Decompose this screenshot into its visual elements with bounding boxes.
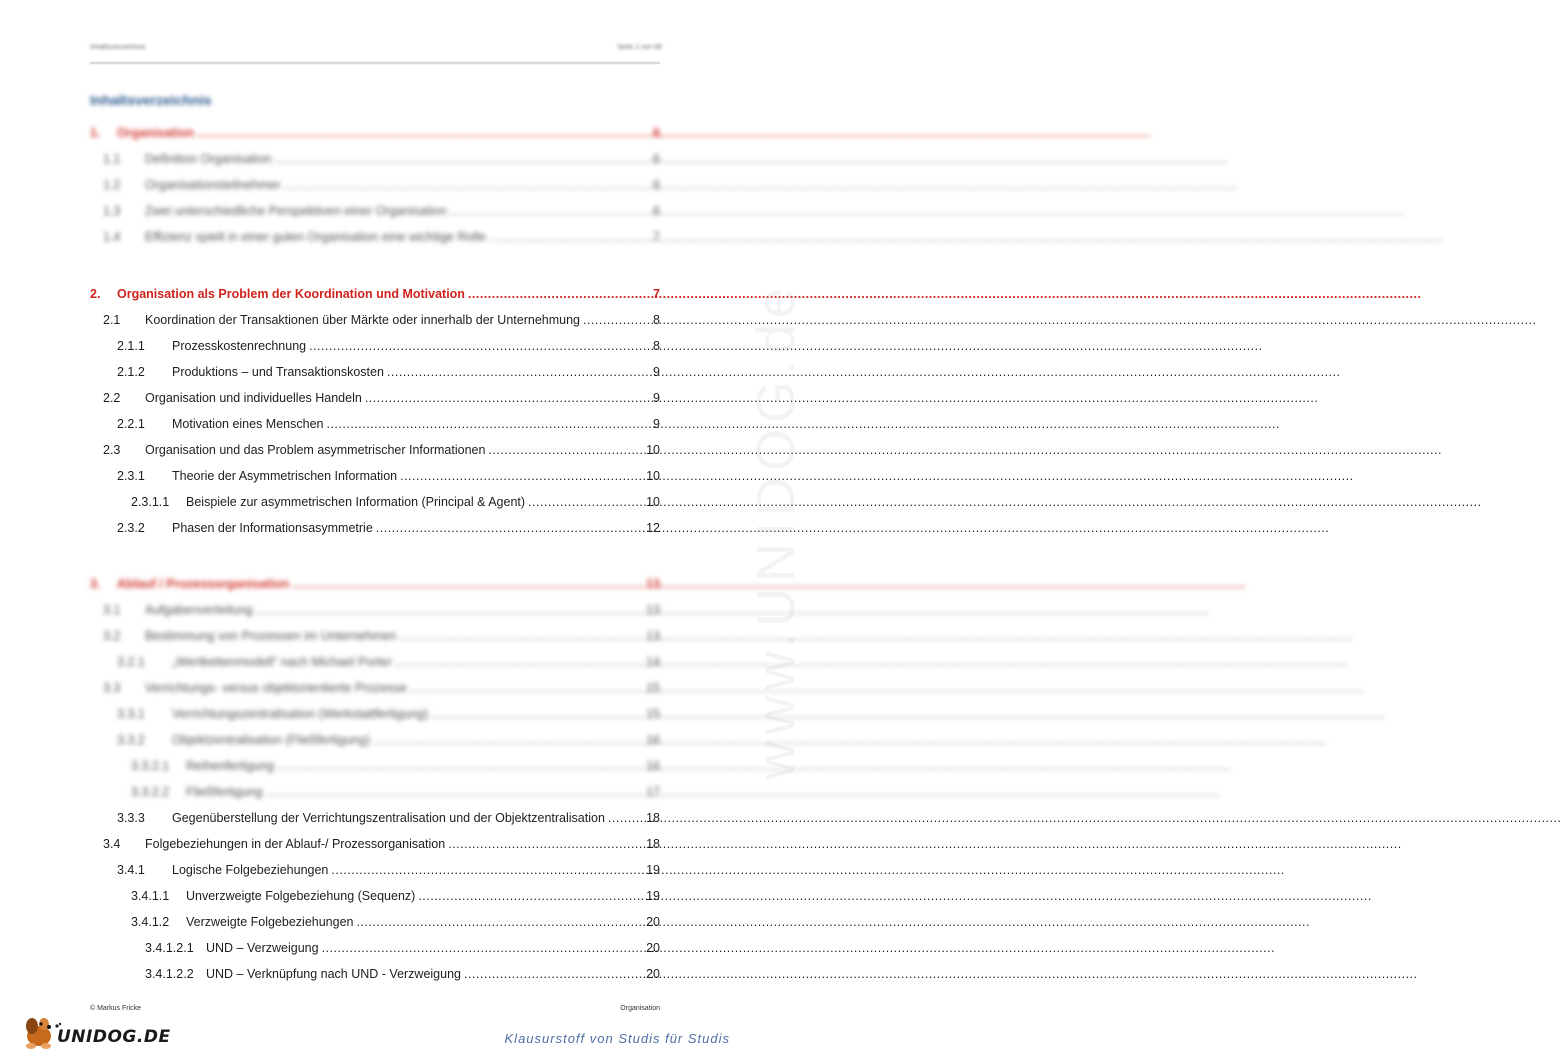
toc-entry-page: 14 <box>646 655 660 669</box>
toc-entry-number: 1. <box>90 126 101 140</box>
toc-entry-page: 10 <box>646 469 660 483</box>
toc-entry[interactable] <box>90 230 660 250</box>
toc-entry-page: 17 <box>646 785 660 799</box>
toc-entry-title: Motivation eines Menschen <box>172 417 324 431</box>
toc-leader-dots <box>410 681 643 695</box>
toc-entry[interactable] <box>90 178 660 198</box>
toc-entry-title: Zwei unterschiedliche Perspektiven einer Organisation <box>145 204 447 218</box>
toc-entry-title: UND – Verzweigung <box>206 941 319 955</box>
toc-entry-number: 3.3.3 <box>117 811 145 825</box>
toc-entry-title: Organisation <box>117 126 195 140</box>
toc-entry[interactable] <box>90 707 660 727</box>
toc-leader-dots <box>468 287 650 301</box>
toc-entry-page: 15 <box>646 707 660 721</box>
toc-entry-title: Ablauf / Prozessorganisation <box>117 577 290 591</box>
toc-entry[interactable] <box>90 837 660 857</box>
toc-entry[interactable] <box>90 469 660 489</box>
toc-entry[interactable] <box>90 759 660 779</box>
toc-entry[interactable] <box>90 941 660 961</box>
toc-entry-number: 1.2 <box>103 178 121 192</box>
toc-entry-number: 2.3.1 <box>117 469 145 483</box>
toc-leader-dots <box>583 313 650 327</box>
toc-entry-title: Produktions – und Transaktionskosten <box>172 365 384 379</box>
toc-entry-title: Theorie der Asymmetrischen Information <box>172 469 398 483</box>
toc-entry-number: 2.1.2 <box>117 365 145 379</box>
toc-entry-page: 20 <box>646 967 660 981</box>
toc-entry-page: 12 <box>646 521 660 535</box>
toc-entry-title: Aufgabenverteilung <box>145 603 253 617</box>
toc-entry-title: Prozesskostenrechnung <box>172 339 307 353</box>
toc-entry-title: Logische Folgebeziehungen <box>172 863 329 877</box>
toc-entry-page: 16 <box>646 759 660 773</box>
toc-entry-page: 6 <box>653 178 660 192</box>
toc-entry-number: 2.2.1 <box>117 417 145 431</box>
toc-entry-page: 18 <box>646 837 660 851</box>
toc-entry-number: 2.3 <box>103 443 121 457</box>
toc-entry[interactable] <box>90 204 660 224</box>
toc-entry[interactable] <box>90 811 660 831</box>
toc-entry-number: 3.4.1.2 <box>131 915 170 929</box>
toc-entry-page: 7 <box>653 230 660 244</box>
toc-entry-number: 3.4 <box>103 837 121 851</box>
toc-entry-page: 15 <box>646 681 660 695</box>
toc-entry-title: Beispiele zur asymmetrischen Information (Principal & Agent) <box>186 495 526 509</box>
toc-leader-dots <box>309 339 650 353</box>
tagline: Klausurstoff von Studis für Studis <box>504 1031 730 1046</box>
toc-entry[interactable] <box>90 417 660 437</box>
toc-entry[interactable] <box>90 863 660 883</box>
toc-entry-page: 6 <box>653 204 660 218</box>
toc-leader-dots <box>450 204 651 218</box>
toc-entry-number: 3.2 <box>103 629 121 643</box>
toc-entry-number: 2.3.1.1 <box>131 495 170 509</box>
toc-leader-dots <box>197 126 650 140</box>
toc-entry-title: Organisation und individuelles Handeln <box>145 391 362 405</box>
toc-entry-number: 3.4.1.1 <box>131 889 170 903</box>
toc-entry[interactable] <box>90 629 660 649</box>
toc-entry[interactable] <box>90 603 660 623</box>
toc-entry-title: Verzweigte Folgebeziehungen <box>186 915 354 929</box>
toc-entry-page: 16 <box>646 733 660 747</box>
toc-entry-title: Effizienz spielt in einer guten Organisation eine wichtige Rolle <box>145 230 486 244</box>
toc-entry-number: 3.3.2.2 <box>131 785 170 799</box>
toc-entry[interactable] <box>90 391 660 411</box>
toc-entry[interactable] <box>90 339 660 359</box>
toc-entry-title: Verrichtungszentralisation (Werkstattfertigung) <box>172 707 429 721</box>
toc-entry-number: 3. <box>90 577 101 591</box>
toc-entry-page: 18 <box>646 811 660 825</box>
toc-entry-number: 1.4 <box>103 230 121 244</box>
toc-entry[interactable] <box>90 365 660 385</box>
toc-entry-title: Organisation und das Problem asymmetrischer Informationen <box>145 443 486 457</box>
toc-entry-title: Unverzweigte Folgebeziehung (Sequenz) <box>186 889 416 903</box>
toc-leader-dots <box>284 178 651 192</box>
toc-leader-dots <box>489 230 650 244</box>
toc-leader-dots <box>277 759 643 773</box>
toc-leader-dots <box>400 629 644 643</box>
toc-entry-number: 3.3.2 <box>117 733 145 747</box>
watermark: www.UNIDOG.de <box>746 281 806 780</box>
toc-entry-number: 2.1.1 <box>117 339 145 353</box>
toc-entry-page: 13 <box>646 629 660 643</box>
toc-entry-page: 10 <box>646 495 660 509</box>
toc-leader-dots <box>365 391 650 405</box>
toc-leader-dots <box>274 152 650 166</box>
toc-entry-page: 20 <box>646 941 660 955</box>
logo-text: UNIDOG.DE <box>57 1027 171 1047</box>
toc-entry-page: 6 <box>653 126 660 140</box>
toc-entry-page: 9 <box>653 391 660 405</box>
toc-entry[interactable] <box>90 733 660 753</box>
toc-entry-number: 3.3 <box>103 681 121 695</box>
toc-entry-number: 3.4.1.2.2 <box>145 967 194 981</box>
toc-entry-number: 3.4.1.2.1 <box>145 941 194 955</box>
toc-entry-page: 8 <box>653 339 660 353</box>
toc-leader-dots <box>488 443 643 457</box>
toc-leader-dots <box>608 811 643 825</box>
toc-entry-page: 10 <box>646 443 660 457</box>
toc-entry[interactable] <box>90 152 660 172</box>
toc-leader-dots <box>387 365 650 379</box>
toc-entry-title: Phasen der Informationsasymmetrie <box>172 521 373 535</box>
toc-entry[interactable] <box>90 655 660 675</box>
toc-entry-page: 19 <box>646 863 660 877</box>
header-left: Inhaltsverzeichnis <box>90 44 146 51</box>
toc-entry-number: 3.3.1 <box>117 707 145 721</box>
toc-entry-number: 3.1 <box>103 603 121 617</box>
toc-entry-page: 7 <box>653 287 660 301</box>
toc-leader-dots <box>356 915 643 929</box>
toc-entry-page: 20 <box>646 915 660 929</box>
toc-entry-number: 3.4.1 <box>117 863 145 877</box>
toc-leader-dots <box>395 655 643 669</box>
toc-entry[interactable] <box>90 785 660 805</box>
toc-leader-dots <box>331 863 643 877</box>
toc-entry-number: 3.3.2.1 <box>131 759 170 773</box>
toc-entry-title: Verrichtungs- versus objektorientierte Prozesse <box>145 681 407 695</box>
toc-leader-dots <box>373 733 643 747</box>
toc-entry[interactable] <box>90 287 660 307</box>
toc-leader-dots <box>292 577 643 591</box>
toc-entry-title: Organisationsteilnehmer <box>145 178 281 192</box>
toc-leader-dots <box>448 837 643 851</box>
toc-entry-number: 1.1 <box>103 152 121 166</box>
toc-entry-number: 3.2.1 <box>117 655 145 669</box>
toc-entry-number: 2.2 <box>103 391 121 405</box>
toc-entry-page: 9 <box>653 365 660 379</box>
header-rule <box>90 62 660 64</box>
toc-entry-title: Definition Organisation <box>145 152 272 166</box>
toc-leader-dots <box>256 603 643 617</box>
toc-entry-title: Organisation als Problem der Koordination und Motivation <box>117 287 465 301</box>
toc-leader-dots <box>431 707 643 721</box>
toc-entry-title: Fließfertigung <box>186 785 263 799</box>
toc-entry-title: Koordination der Transaktionen über Märkte oder innerhalb der Unternehmung <box>145 313 580 327</box>
toc-entry[interactable] <box>90 577 660 597</box>
toc-entry[interactable] <box>90 681 660 701</box>
toc-leader-dots <box>418 889 643 903</box>
toc-entry[interactable] <box>90 915 660 935</box>
toc-leader-dots <box>265 785 643 799</box>
toc-entry-page: 6 <box>653 152 660 166</box>
toc-entry[interactable] <box>90 967 660 987</box>
toc-entry-page: 8 <box>653 313 660 327</box>
toc-entry-title: UND – Verknüpfung nach UND - Verzweigung <box>206 967 461 981</box>
toc-entry-number: 2.1 <box>103 313 121 327</box>
toc-leader-dots <box>322 941 644 955</box>
toc-leader-dots <box>528 495 643 509</box>
toc-leader-dots <box>464 967 643 981</box>
toc-leader-dots <box>376 521 643 535</box>
toc-entry[interactable] <box>90 443 660 463</box>
toc-entry-title: Bestimmung von Prozessen im Unternehmen <box>145 629 397 643</box>
toc-entry-number: 1.3 <box>103 204 121 218</box>
toc-entry-title: Objektzentralisation (Fließfertigung) <box>172 733 370 747</box>
toc-entry[interactable] <box>90 313 660 333</box>
toc-entry[interactable] <box>90 889 660 909</box>
toc-entry-title: Reihenfertigung <box>186 759 275 773</box>
toc-entry-number: 2.3.2 <box>117 521 145 535</box>
toc-entry-title: Gegenüberstellung der Verrichtungszentralisation und der Objektzentralisation <box>172 811 605 825</box>
toc-title: Inhaltsverzeichnis <box>90 92 212 108</box>
toc-leader-dots <box>326 417 650 431</box>
header-right: Seite 2 von 66 <box>617 44 662 51</box>
toc-entry-number: 2. <box>90 287 101 301</box>
toc-entry[interactable] <box>90 126 660 146</box>
toc-entry[interactable] <box>90 521 660 541</box>
toc-leader-dots <box>400 469 643 483</box>
toc-entry-page: 19 <box>646 889 660 903</box>
toc-entry[interactable] <box>90 495 660 515</box>
footer-subject: Organisation <box>620 1005 660 1012</box>
toc-entry-page: 13 <box>646 577 660 591</box>
toc-entry-page: 13 <box>646 603 660 617</box>
toc-entry-page: 9 <box>653 417 660 431</box>
toc-entry-title: „Wertkettenmodell“ nach Michael Porter <box>172 655 392 669</box>
toc-entry-title: Folgebeziehungen in der Ablauf-/ Prozessorganisation <box>145 837 446 851</box>
footer-author: © Markus Fricke <box>90 1005 142 1012</box>
